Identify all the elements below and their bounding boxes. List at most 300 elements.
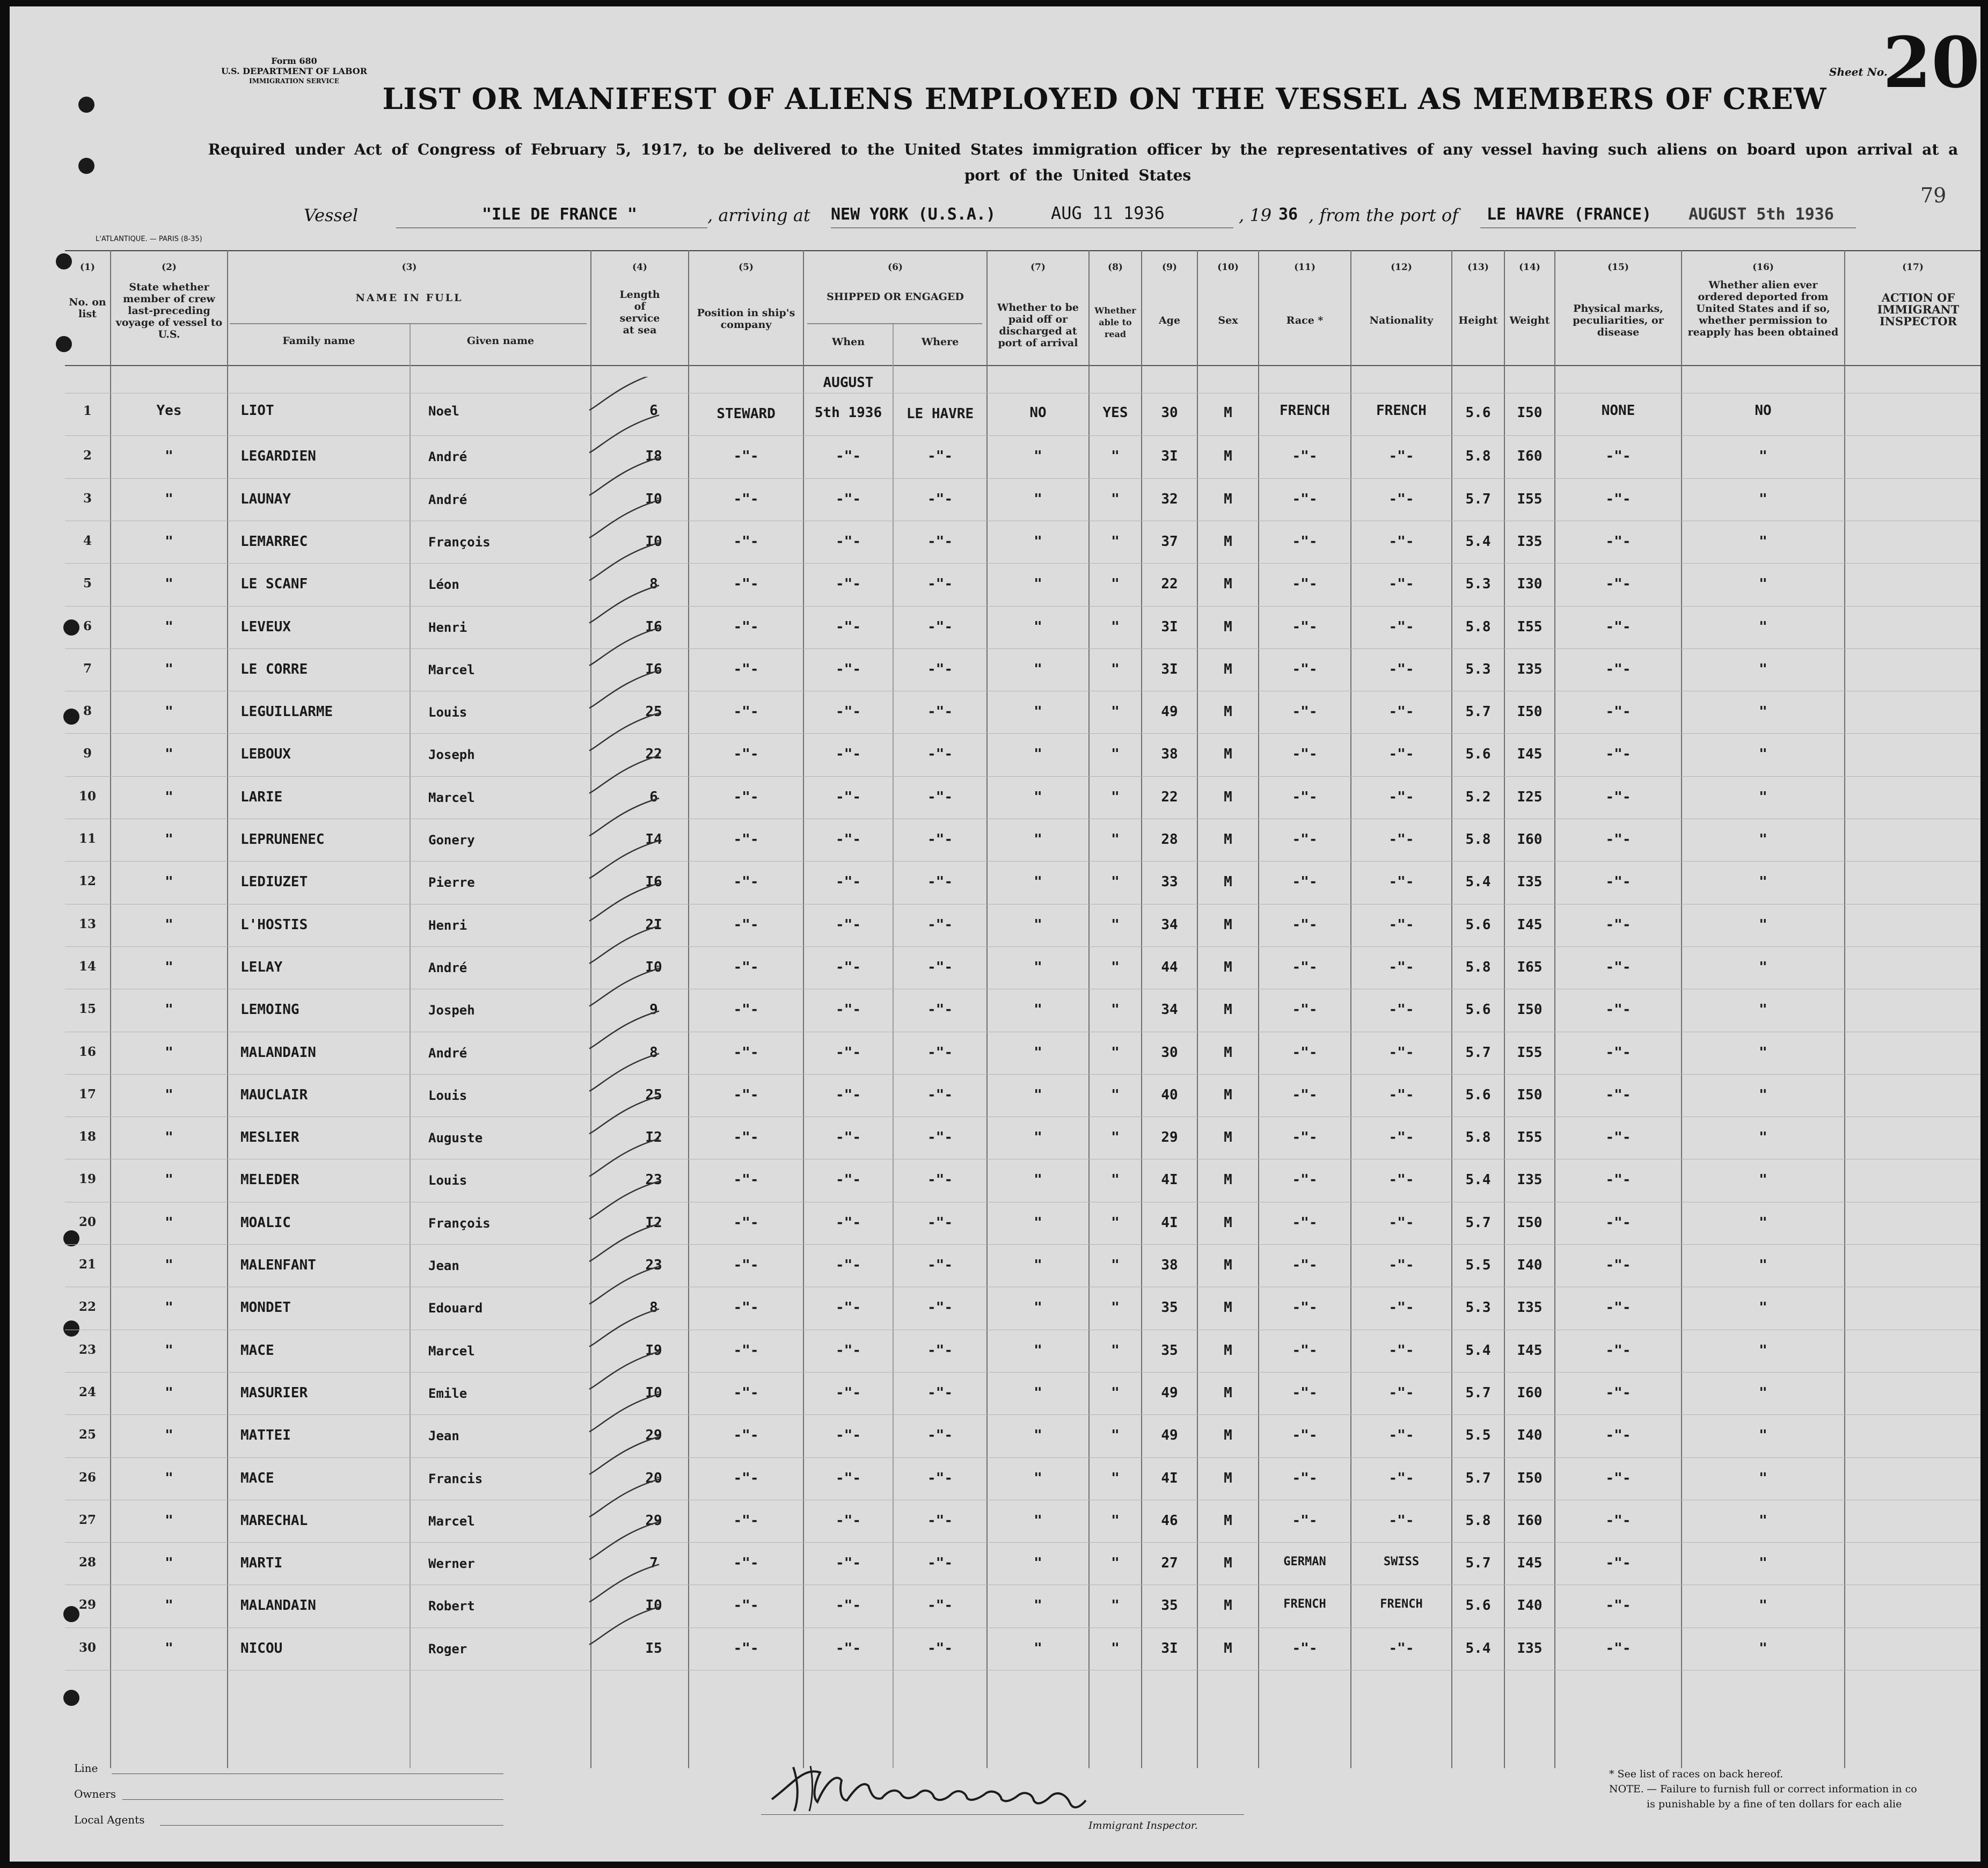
when-cell: -"- <box>836 534 861 550</box>
age-cell: 30 <box>1161 1045 1178 1061</box>
act-line-2: port of the United States <box>964 166 1192 184</box>
position-cell: -"- <box>733 1087 759 1103</box>
where-cell: -"- <box>927 534 953 550</box>
when-cell: -"- <box>836 1087 861 1103</box>
where-cell: -"- <box>927 1087 953 1103</box>
position-cell: -"- <box>733 1597 759 1614</box>
given-name-cell: Marcel <box>428 1514 475 1529</box>
deported-cell: " <box>1759 1257 1767 1273</box>
weight-cell: I60 <box>1517 1385 1543 1401</box>
sheet-number: 20 <box>1883 21 1980 104</box>
service-cell: 6 <box>649 403 658 419</box>
row-rule <box>65 861 1980 862</box>
col-3-family: Family name <box>282 335 355 347</box>
row-rule <box>65 563 1980 564</box>
given-name-cell: André <box>428 1046 467 1061</box>
marks-cell: -"- <box>1605 746 1631 762</box>
marks-cell: -"- <box>1605 1427 1631 1443</box>
family-name-cell: LELAY <box>240 959 283 975</box>
where-cell: -"- <box>927 1640 953 1657</box>
when-cell: -"- <box>836 1257 861 1273</box>
row-number: 7 <box>83 661 92 676</box>
member-cell: " <box>165 1087 173 1103</box>
paid-off-cell: " <box>1034 448 1042 464</box>
age-cell: 40 <box>1161 1087 1178 1103</box>
service-cell: I0 <box>645 1385 662 1401</box>
row-number: 9 <box>83 746 92 761</box>
row-number: 16 <box>78 1045 96 1059</box>
check-mark <box>589 756 659 793</box>
nationality-cell: -"- <box>1388 746 1414 762</box>
row-number: 14 <box>78 959 96 974</box>
marks-cell: -"- <box>1605 1087 1631 1103</box>
given-name-cell: André <box>428 449 467 464</box>
service-cell: I6 <box>645 661 662 677</box>
col-5-number: (5) <box>739 262 754 273</box>
nationality-cell: -"- <box>1388 1427 1414 1443</box>
binder-hole <box>63 1690 79 1706</box>
member-cell: " <box>165 1257 173 1273</box>
check-mark <box>589 1564 659 1602</box>
sex-cell: M <box>1224 831 1232 848</box>
given-name-cell: Pierre <box>428 875 475 890</box>
col-3-number: (3) <box>401 262 417 273</box>
service-cell: I6 <box>645 874 662 890</box>
nationality-cell: -"- <box>1388 1385 1414 1401</box>
position-cell: -"- <box>733 1172 759 1188</box>
read-cell: " <box>1111 619 1120 635</box>
sex-cell: M <box>1224 405 1232 421</box>
sex-cell: M <box>1224 746 1232 762</box>
height-cell: 5.7 <box>1465 491 1491 507</box>
position-cell: -"- <box>733 1215 759 1231</box>
col-6-number: (6) <box>888 262 903 273</box>
member-cell: " <box>165 619 173 635</box>
sex-cell: M <box>1224 1513 1232 1529</box>
race-cell: FRENCH <box>1280 403 1330 419</box>
deported-cell: " <box>1759 789 1767 805</box>
when-cell: -"- <box>836 1470 861 1486</box>
height-cell: 5.4 <box>1465 534 1491 550</box>
row-number: 20 <box>78 1215 96 1229</box>
height-cell: 5.8 <box>1465 959 1491 975</box>
position-cell: -"- <box>733 534 759 550</box>
weight-cell: I55 <box>1517 1045 1543 1061</box>
member-cell: " <box>165 831 173 848</box>
paid-off-cell: " <box>1034 1427 1042 1443</box>
position-cell: -"- <box>733 1513 759 1529</box>
race-cell: -"- <box>1292 1087 1318 1103</box>
service-cell: 22 <box>645 746 662 762</box>
col-15-number: (15) <box>1607 262 1629 273</box>
sex-cell: M <box>1224 661 1232 677</box>
given-name-cell: Léon <box>428 577 459 592</box>
family-name-cell: LEBOUX <box>240 746 291 762</box>
race-cell: -"- <box>1292 1215 1318 1231</box>
col-5-header: Position in ship's company <box>697 307 795 331</box>
col-11-header: Race * <box>1286 315 1324 326</box>
check-mark <box>589 1054 659 1091</box>
member-cell: " <box>165 1300 173 1316</box>
weight-cell: I50 <box>1517 1087 1543 1103</box>
age-cell: 33 <box>1161 874 1178 890</box>
marks-cell: -"- <box>1605 1470 1631 1486</box>
height-cell: 5.4 <box>1465 1172 1491 1188</box>
nationality-cell: -"- <box>1388 1172 1414 1188</box>
when-cell: -"- <box>836 1215 861 1231</box>
sex-cell: M <box>1224 917 1232 933</box>
sex-cell: M <box>1224 576 1232 592</box>
col-11-number: (11) <box>1294 262 1315 273</box>
col-6-header: SHIPPED OR ENGAGED <box>827 291 964 303</box>
marks-cell: -"- <box>1605 1002 1631 1018</box>
sex-cell: M <box>1224 1385 1232 1401</box>
height-cell: 5.7 <box>1465 1215 1491 1231</box>
when-cell: -"- <box>836 1045 861 1061</box>
where-cell: -"- <box>927 917 953 933</box>
note-label: NOTE. <box>1609 1783 1644 1795</box>
check-mark <box>589 415 659 453</box>
race-cell: -"- <box>1292 1470 1318 1486</box>
when-cell: -"- <box>836 576 861 592</box>
position-cell: STEWARD <box>717 406 776 422</box>
row-number: 18 <box>78 1129 96 1144</box>
col-8-header: Whether able to read <box>1094 305 1136 339</box>
col-4-header: Length of service at sea <box>619 289 660 336</box>
col-6-when: When <box>831 336 865 348</box>
weight-cell: I50 <box>1517 704 1543 720</box>
member-cell: " <box>165 491 173 507</box>
age-cell: 29 <box>1161 1129 1178 1145</box>
row-rule <box>65 946 1980 947</box>
nationality-cell: FRENCH <box>1380 1597 1423 1611</box>
height-cell: 5.7 <box>1465 1385 1491 1401</box>
footer-owners-label: Owners <box>74 1787 116 1800</box>
nationality-cell: -"- <box>1388 1215 1414 1231</box>
row-number: 25 <box>78 1427 96 1442</box>
binder-hole <box>63 1320 79 1337</box>
height-cell: 5.6 <box>1465 1002 1491 1018</box>
position-cell: -"- <box>733 831 759 848</box>
member-cell: " <box>165 1045 173 1061</box>
deported-cell: " <box>1759 1427 1767 1443</box>
when-cell: -"- <box>836 959 861 975</box>
weight-cell: I50 <box>1517 1215 1543 1231</box>
paid-off-cell: " <box>1034 1172 1042 1188</box>
col-12-number: (12) <box>1391 262 1412 273</box>
where-cell: -"- <box>927 491 953 507</box>
deported-cell: " <box>1759 576 1767 592</box>
where-cell: -"- <box>927 1215 953 1231</box>
printer-mark: L'ATLANTIQUE. — PARIS (8-35) <box>96 235 202 243</box>
race-cell: GERMAN <box>1283 1555 1326 1568</box>
age-cell: 35 <box>1161 1597 1178 1614</box>
binder-hole <box>78 158 94 174</box>
deported-cell: " <box>1759 1640 1767 1657</box>
weight-cell: I35 <box>1517 1640 1543 1657</box>
check-mark <box>589 543 659 580</box>
race-cell: -"- <box>1292 1129 1318 1145</box>
service-cell: 8 <box>649 1045 658 1061</box>
weight-cell: I35 <box>1517 874 1543 890</box>
row-number: 17 <box>78 1087 96 1101</box>
height-cell: 5.8 <box>1465 619 1491 635</box>
sex-cell: M <box>1224 1470 1232 1486</box>
where-cell: -"- <box>927 1342 953 1359</box>
row-number: 3 <box>83 491 92 506</box>
given-name-cell: André <box>428 492 467 507</box>
row-number: 12 <box>78 874 96 888</box>
deported-cell: " <box>1759 704 1767 720</box>
marks-cell: -"- <box>1605 1640 1631 1657</box>
row-number: 22 <box>78 1300 96 1314</box>
sex-cell: M <box>1224 1597 1232 1614</box>
note-line-2: is punishable by a fine of ten dollars for each alie <box>1647 1798 1902 1810</box>
position-cell: -"- <box>733 1002 759 1018</box>
family-name-cell: MALANDAIN <box>240 1045 316 1061</box>
service-cell: 7 <box>649 1555 658 1571</box>
sex-cell: M <box>1224 1172 1232 1188</box>
where-cell: -"- <box>927 959 953 975</box>
race-cell: -"- <box>1292 1045 1318 1061</box>
row-number: 19 <box>78 1172 96 1186</box>
given-name-cell: Louis <box>428 1173 467 1188</box>
when-cell: -"- <box>836 1342 861 1359</box>
when-cell: -"- <box>836 1640 861 1657</box>
col-7-number: (7) <box>1030 262 1046 273</box>
form-number: Form 680 <box>271 56 317 66</box>
weight-cell: I55 <box>1517 619 1543 635</box>
read-cell: " <box>1111 959 1120 975</box>
deported-cell: " <box>1759 1513 1767 1529</box>
sex-cell: M <box>1224 704 1232 720</box>
height-cell: 5.6 <box>1465 1087 1491 1103</box>
height-cell: 5.6 <box>1465 746 1491 762</box>
marks-cell: -"- <box>1605 1513 1631 1529</box>
deported-cell: " <box>1759 491 1767 507</box>
col-16-number: (16) <box>1752 262 1774 273</box>
member-cell: " <box>165 704 173 720</box>
deported-cell: " <box>1759 1215 1767 1231</box>
read-cell: " <box>1111 1129 1120 1145</box>
height-cell: 5.7 <box>1465 1470 1491 1486</box>
departure-date: AUGUST 5th 1936 <box>1689 205 1834 224</box>
family-name-cell: MESLIER <box>240 1129 299 1145</box>
nationality-cell: SWISS <box>1383 1555 1420 1568</box>
race-cell: -"- <box>1292 619 1318 635</box>
check-mark <box>589 1266 659 1304</box>
weight-cell: I60 <box>1517 448 1543 464</box>
row-number: 2 <box>83 448 92 463</box>
nationality-cell: -"- <box>1388 619 1414 635</box>
marks-cell: -"- <box>1605 576 1631 592</box>
when-cell: -"- <box>836 917 861 933</box>
read-cell: " <box>1111 789 1120 805</box>
check-mark <box>589 1139 659 1176</box>
sex-cell: M <box>1224 448 1232 464</box>
marks-cell: -"- <box>1605 831 1631 848</box>
service-cell: I2 <box>645 1129 662 1145</box>
row-rule <box>65 733 1980 734</box>
member-cell: " <box>165 661 173 677</box>
row-number: 5 <box>83 576 92 590</box>
where-cell: -"- <box>927 1427 953 1443</box>
given-name-cell: Noel <box>428 404 459 419</box>
member-cell: " <box>165 789 173 805</box>
race-cell: -"- <box>1292 789 1318 805</box>
where-cell: -"- <box>927 1513 953 1529</box>
row-rule <box>65 1372 1980 1373</box>
height-cell: 5.8 <box>1465 1513 1491 1529</box>
check-mark <box>589 798 659 836</box>
read-cell: " <box>1111 1257 1120 1273</box>
year: 36 <box>1278 205 1298 224</box>
paid-off-cell: " <box>1034 704 1042 720</box>
row-number: 24 <box>78 1385 96 1399</box>
check-mark <box>589 670 659 708</box>
row-number: 30 <box>78 1640 96 1655</box>
paid-off-cell: " <box>1034 661 1042 677</box>
family-name-cell: LEVEUX <box>240 619 291 635</box>
member-cell: " <box>165 1215 173 1231</box>
age-cell: 49 <box>1161 1427 1178 1443</box>
age-cell: 28 <box>1161 831 1178 848</box>
position-cell: -"- <box>733 1129 759 1145</box>
given-name-cell: Gonery <box>428 833 475 848</box>
service-cell: I0 <box>645 959 662 975</box>
member-cell: " <box>165 576 173 592</box>
weight-cell: I45 <box>1517 746 1543 762</box>
age-cell: 46 <box>1161 1513 1178 1529</box>
col-14-header: Weight <box>1509 315 1550 326</box>
age-cell: 4I <box>1161 1215 1178 1231</box>
nationality-cell: -"- <box>1388 1300 1414 1316</box>
check-mark <box>589 628 659 666</box>
col-9-number: (9) <box>1162 262 1177 273</box>
paid-off-cell: " <box>1034 789 1042 805</box>
race-cell: -"- <box>1292 1342 1318 1359</box>
paid-off-cell: NO <box>1029 405 1047 421</box>
where-cell: -"- <box>927 1172 953 1188</box>
col-17-number: (17) <box>1902 262 1924 273</box>
race-cell: -"- <box>1292 1513 1318 1529</box>
deported-cell: " <box>1759 1002 1767 1018</box>
check-mark <box>589 884 659 921</box>
read-cell: " <box>1111 1045 1120 1061</box>
row-number: 1 <box>83 404 92 418</box>
paid-off-cell: " <box>1034 746 1042 762</box>
age-cell: 34 <box>1161 917 1178 933</box>
paid-off-cell: " <box>1034 1470 1042 1486</box>
race-cell: -"- <box>1292 917 1318 933</box>
deported-cell: " <box>1759 534 1767 550</box>
height-cell: 5.8 <box>1465 831 1491 848</box>
race-cell: -"- <box>1292 576 1318 592</box>
paid-off-cell: " <box>1034 959 1042 975</box>
where-cell: -"- <box>927 1129 953 1145</box>
sex-cell: M <box>1224 1555 1232 1571</box>
read-cell: " <box>1111 1555 1120 1571</box>
weight-cell: I45 <box>1517 917 1543 933</box>
family-name-cell: LEGUILLARME <box>240 704 333 720</box>
marks-cell: -"- <box>1605 448 1631 464</box>
col-1-number: (1) <box>80 262 95 273</box>
nationality-cell: -"- <box>1388 1257 1414 1273</box>
deported-cell: " <box>1759 619 1767 635</box>
when-cell: -"- <box>836 1002 861 1018</box>
age-cell: 37 <box>1161 534 1178 550</box>
height-cell: 5.8 <box>1465 448 1491 464</box>
deported-cell: NO <box>1755 403 1772 419</box>
where-cell: -"- <box>927 1555 953 1571</box>
age-cell: 3I <box>1161 1640 1178 1657</box>
given-name-cell: François <box>428 1216 491 1231</box>
service-cell: I8 <box>645 448 662 464</box>
weight-cell: I45 <box>1517 1555 1543 1571</box>
height-cell: 5.5 <box>1465 1427 1491 1443</box>
nationality-cell: -"- <box>1388 831 1414 848</box>
height-cell: 5.8 <box>1465 1129 1491 1145</box>
paid-off-cell: " <box>1034 917 1042 933</box>
col-10-number: (10) <box>1217 262 1239 273</box>
row-number: 26 <box>78 1470 96 1485</box>
sex-cell: M <box>1224 1342 1232 1359</box>
when-cell: -"- <box>836 1300 861 1316</box>
inspector-label: Immigrant Inspector. <box>1088 1820 1198 1831</box>
read-cell: " <box>1111 1385 1120 1401</box>
read-cell: " <box>1111 1215 1120 1231</box>
row-number: 29 <box>78 1597 96 1612</box>
when-cell: -"- <box>836 874 861 890</box>
given-name-cell: Francis <box>428 1471 483 1486</box>
nationality-cell: -"- <box>1388 448 1414 464</box>
marks-cell: -"- <box>1605 661 1631 677</box>
deported-cell: " <box>1759 746 1767 762</box>
given-name-cell: Jean <box>428 1428 459 1443</box>
col-14-number: (14) <box>1519 262 1540 273</box>
where-cell: -"- <box>927 1045 953 1061</box>
when-cell: -"- <box>836 704 861 720</box>
paid-off-cell: " <box>1034 1257 1042 1273</box>
when-cell: -"- <box>836 831 861 848</box>
race-cell: -"- <box>1292 874 1318 890</box>
service-cell: I2 <box>645 1215 662 1231</box>
department: U.S. DEPARTMENT OF LABOR <box>221 66 368 76</box>
read-cell: " <box>1111 1513 1120 1529</box>
family-name-cell: MELEDER <box>240 1172 299 1188</box>
when-cell: -"- <box>836 1427 861 1443</box>
paid-off-cell: " <box>1034 1002 1042 1018</box>
sex-cell: M <box>1224 619 1232 635</box>
sheet-label: Sheet No. <box>1829 65 1888 78</box>
row-number: 13 <box>78 917 96 931</box>
where-cell: -"- <box>927 874 953 890</box>
member-cell: " <box>165 448 173 464</box>
race-cell: -"- <box>1292 661 1318 677</box>
col-8-number: (8) <box>1108 262 1123 273</box>
check-mark <box>589 1437 659 1475</box>
age-cell: 4I <box>1161 1172 1178 1188</box>
race-cell: -"- <box>1292 746 1318 762</box>
given-name-cell: François <box>428 535 491 550</box>
member-cell: " <box>165 874 173 890</box>
where-cell: LE HAVRE <box>906 406 974 422</box>
read-cell: " <box>1111 917 1120 933</box>
sex-cell: M <box>1224 1129 1232 1145</box>
race-cell: -"- <box>1292 1427 1318 1443</box>
position-cell: -"- <box>733 959 759 975</box>
given-name-cell: Emile <box>428 1386 467 1401</box>
